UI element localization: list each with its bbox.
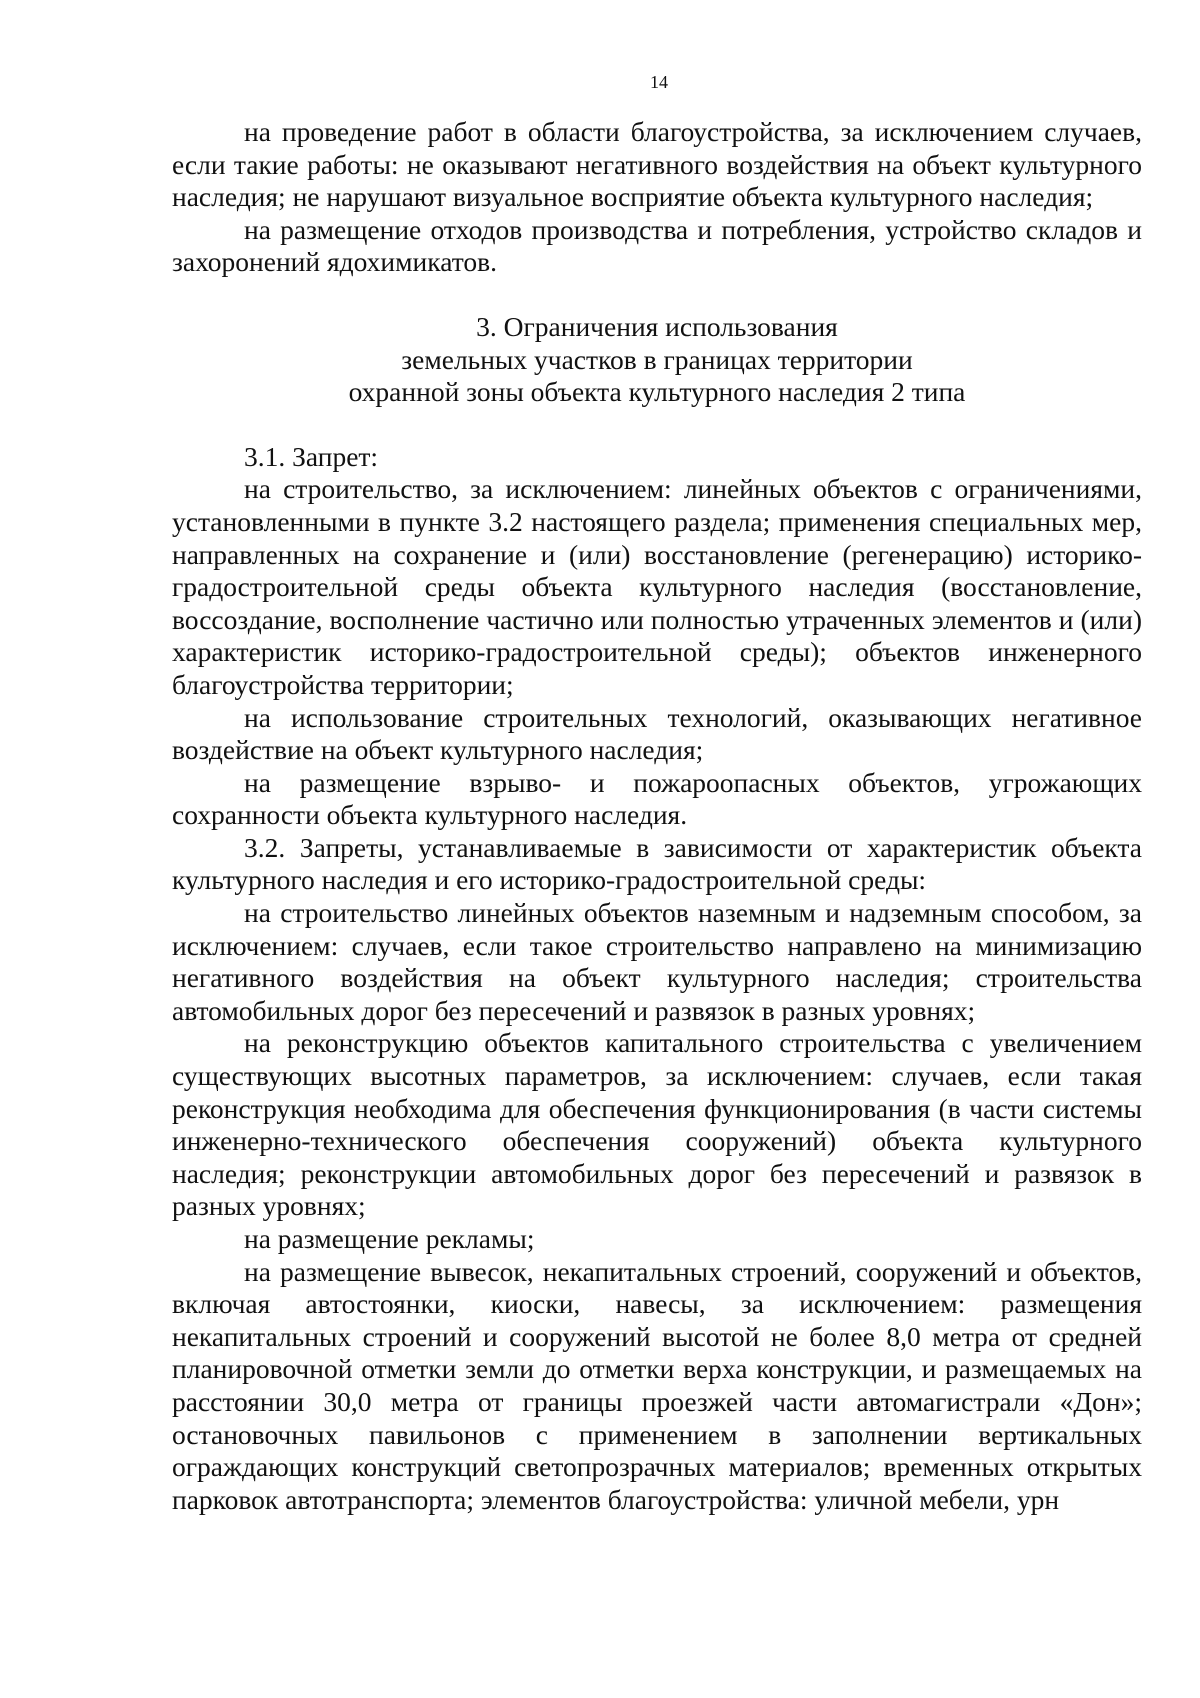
- section-heading: [172, 311, 1142, 409]
- paragraph: на размещение вывесок, некапитальных строений, сооружений и объектов, включая автостоянки, киоски, навесы, за исключением: размещения некапитальных строений и сооружений высотой не более 8,0 метра от средней планировочной отметки земли до отметки верха конструкции, и размещаемых на расстоянии 30,0 метра от границы проезжей части автомагистрали «Дон»; остановочных павильонов с применением в заполнении вертикальных ограждающих конструкций светопрозрачных материалов; временных открытых парковок автотранспорта; элементов благоустройства: уличной мебели, урн: [172, 1255, 1142, 1515]
- paragraph: на реконструкцию объектов капитального строительства с увеличением существующих высотных параметров, за исключением: случаев, если такая реконструкция необходима для обеспечения функционирования (в части системы инженерно-технического обеспечения сооружений) объекта культурного наследия; реконструкции автомобильных дорог без пересечений и развязок в разных уровнях;: [172, 1027, 1142, 1222]
- paragraph: на размещение взрыво- и пожароопасных объектов, угрожающих сохранности объекта культурного наследия.: [172, 766, 1142, 831]
- section-heading-line: земельных участков в границах территории: [401, 343, 913, 375]
- section-heading-line: 3. Ограничения использования: [476, 310, 838, 342]
- paragraph: 3.1. Запрет:: [244, 440, 379, 472]
- document-body: [172, 116, 1142, 1516]
- paragraph: 3.2. Запреты, устанавливаемые в зависимости от характеристик объекта культурного наследия и его историко-градостроительной среды:: [172, 831, 1142, 896]
- paragraph: на строительство, за исключением: линейных объектов с ограничениями, установленными в пункте 3.2 настоящего раздела; применения специальных мер, направленных на сохранение и (или) восстановление (регенерацию) историко-градостроительной среды объекта культурного наследия (восстановление, воссоздание, восполнение частично или полностью утраченных элементов и (или) характеристик историко-градостроительной среды); объектов инженерного благоустройства территории;: [172, 473, 1142, 700]
- paragraph: на размещение отходов производства и потребления, устройство складов и захоронений ядохимикатов.: [172, 213, 1142, 278]
- paragraph: на строительство линейных объектов наземным и надземным способом, за исключением: случаев, если такое строительство направлено на минимизацию негативного воздействия на объект культурного наследия; строительства автомобильных дорог без пересечений и развязок в разных уровнях;: [172, 897, 1142, 1026]
- page-number: 14: [650, 72, 668, 92]
- paragraph: на размещение рекламы;: [244, 1223, 535, 1254]
- paragraph: на проведение работ в области благоустройства, за исключением случаев, если такие работы: не оказывают негативного воздействия на объект культурного наследия; не нарушают визуальное восприятие объекта культурного наследия;: [172, 116, 1142, 213]
- paragraph: на использование строительных технологий, оказывающих негативное воздействие на объект культурного наследия;: [172, 701, 1142, 766]
- section-heading-line: охранной зоны объекта культурного наследия 2 типа: [348, 376, 966, 408]
